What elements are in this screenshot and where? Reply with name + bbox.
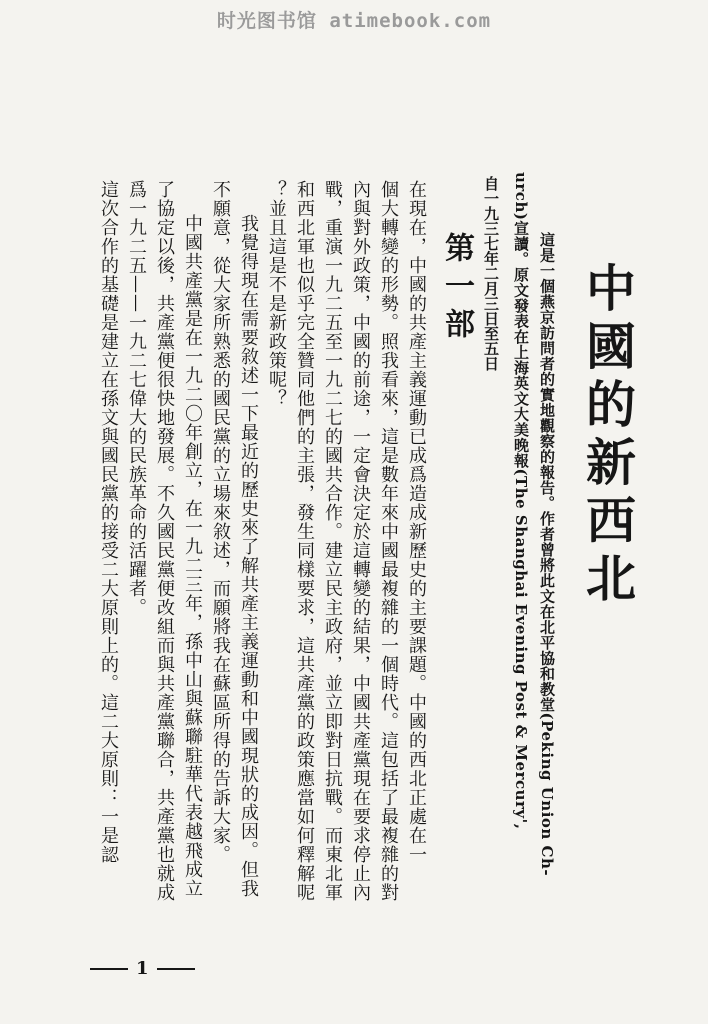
page-number: 1 [136,958,149,979]
footer-rule-right [157,968,195,970]
body-line-3: 內與對外政策，中國的前途，一定會決定於這轉變的結果，中國共產黨現在要求停止內 [350,180,371,902]
body-line-1: 在現在，中國的共產主義運動已成爲造成新歷史的主要課題。中國的西北正處在一 [406,180,427,864]
watermark: 时光图书馆 atimebook.com [216,10,492,32]
body-line-2: 個大轉變的形勢。照我看來，這是數年來中國最複雜的一個時代。這包括了最複雜的對 [378,180,399,902]
body-line-5: 和西北軍也似乎完全贊同他們的主張，發生同樣要求，這共產黨的政策應當如何釋解呢 [294,180,315,902]
author-note-line-2: urch)宣讀。原文發表在上海英文大美晚報(The Shanghai Evening Post & Mercury', [512,172,530,830]
body-line-12: 這次合作的基礎是建立在孫文與國民黨的接受二大原則上的。這二大原則：一是認 [98,180,119,864]
body-line-7: 我覺得現在需要敘述一下最近的歷史來了解共產主義運動和中國現狀的成因。但我 [238,214,259,898]
body-line-9: 中國共產黨是在一九二〇年創立，在一九二三年，孫中山與蘇聯駐華代表越飛成立 [182,214,203,898]
page-footer [90,958,195,979]
author-note-line-1: 這是一個燕京訪問者的實地觀察的報告。作者曾將此文在北平協和教堂(Peking Union Ch- [538,232,556,877]
body-line-8: 不願意，從大家所熟悉的國民黨的立場來敘述，而願將我在蘇區所得的告訴大家。 [210,180,231,864]
page-title: 中國的新西北 [578,262,637,610]
footer-rule-left [90,968,128,970]
body-line-10: 了協定以後，共產黨便很快地發展。不久國民黨便改組而與共產黨聯合，共產黨也就成 [154,180,175,902]
body-line-6: ？並且這是不是新政策呢？ [266,180,287,408]
date-line: 自一九三七年二月三日至五日 [482,176,500,371]
body-line-11: 爲一九二五——一九二七偉大的民族革命的活躍者。 [126,180,147,617]
section-heading: 第一部 [439,232,474,346]
body-line-4: 戰，重演一九二五至一九二七的國共合作。建立民主政府，並立即對日抗戰。而東北軍 [322,180,343,902]
